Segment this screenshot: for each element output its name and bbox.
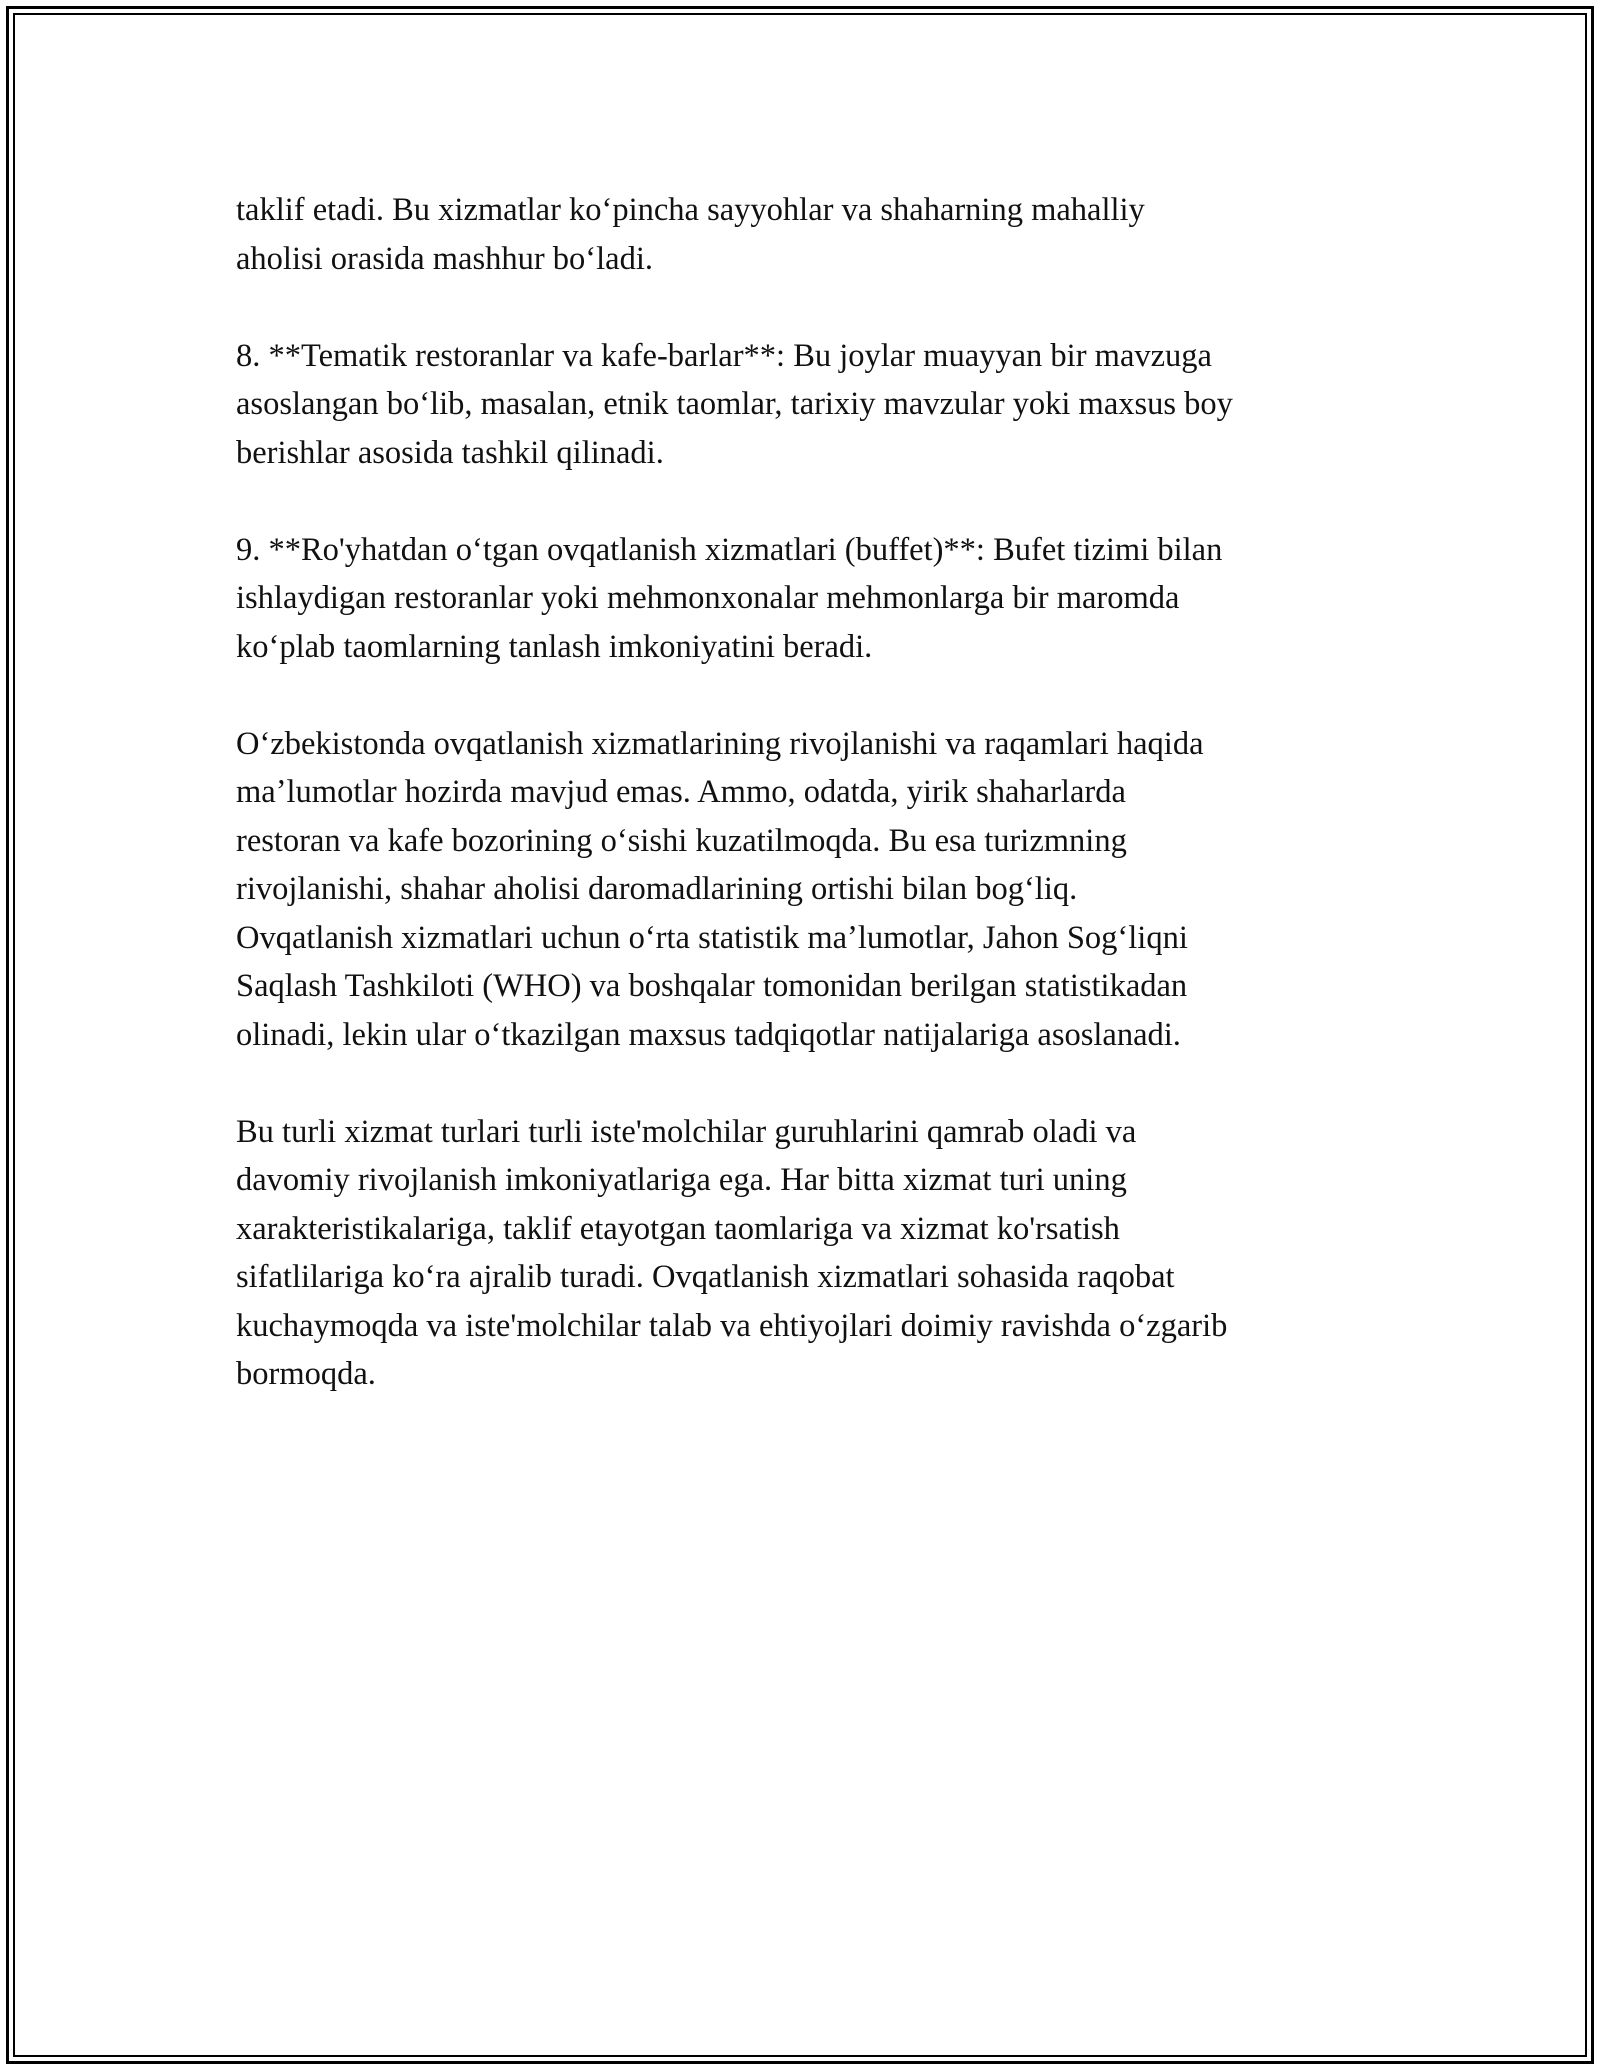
- paragraph-continuation: [236, 186, 1396, 283]
- text-line: asoslangan boʻlib, masalan, etnik taomlar, tarixiy mavzular yoki maxsus boy: [236, 386, 1233, 422]
- list-item-8: [236, 332, 1396, 478]
- text-line: kuchaymoqda va iste'molchilar talab va ehtiyojlari doimiy ravishda oʻzgarib: [236, 1307, 1228, 1344]
- document-body: [236, 186, 1396, 1447]
- text-line: aholisi orasida mashhur boʻladi.: [236, 240, 653, 277]
- text-line: maʼlumotlar hozirda mavjud emas. Ammo, odatda, yirik shaharlarda: [236, 774, 1126, 810]
- text-line: ishlaydigan restoranlar yoki mehmonxonalar mehmonlarga bir maromda: [236, 580, 1180, 616]
- text-line: taklif etadi. Bu xizmatlar koʻpincha sayyohlar va shaharning mahalliy: [236, 192, 1145, 228]
- text-line: sifatlilariga koʻra ajralib turadi. Ovqatlanish xizmatlari sohasida raqobat: [236, 1259, 1175, 1295]
- text-line: rivojlanishi, shahar aholisi daromadlarining ortishi bilan bogʻliq.: [236, 871, 1078, 907]
- text-line: xarakteristikalariga, taklif etayotgan taomlariga va xizmat ko'rsatish: [236, 1210, 1120, 1247]
- text-line: olinadi, lekin ular oʻtkazilgan maxsus tadqiqotlar natijalariga asoslanadi.: [236, 1016, 1181, 1053]
- text-line: Oʻzbekistonda ovqatlanish xizmatlarining rivojlanishi va raqamlari haqida: [236, 725, 1204, 762]
- text-line: berishlar asosida tashkil qilinadi.: [236, 434, 664, 471]
- paragraph-uzbekistan-statistics: [236, 720, 1396, 1060]
- text-line: Saqlash Tashkiloti (WHO) va boshqalar tomonidan berilgan statistikadan: [236, 968, 1188, 1004]
- text-line: koʻplab taomlarning tanlash imkoniyatini beradi.: [236, 628, 873, 665]
- text-line: 8. **Tematik restoranlar va kafe-barlar**: Bu joylar muayyan bir mavzuga: [236, 337, 1212, 374]
- text-line: davomiy rivojlanish imkoniyatlariga ega. Har bitta xizmat turi uning: [236, 1162, 1127, 1198]
- text-line: Ovqatlanish xizmatlari uchun oʻrta statistik maʼlumotlar, Jahon Sogʻliqni: [236, 919, 1188, 956]
- text-line: 9. **Ro'yhatdan oʻtgan ovqatlanish xizmatlari (buffet)**: Bufet tizimi bilan: [236, 531, 1223, 568]
- text-line: bormoqda.: [236, 1356, 376, 1392]
- paragraph-conclusion: [236, 1108, 1396, 1399]
- text-line: Bu turli xizmat turlari turli iste'molchilar guruhlarini qamrab oladi va: [236, 1113, 1137, 1150]
- list-item-9: [236, 526, 1396, 672]
- text-line: restoran va kafe bozorining oʻsishi kuzatilmoqda. Bu esa turizmning: [236, 822, 1127, 859]
